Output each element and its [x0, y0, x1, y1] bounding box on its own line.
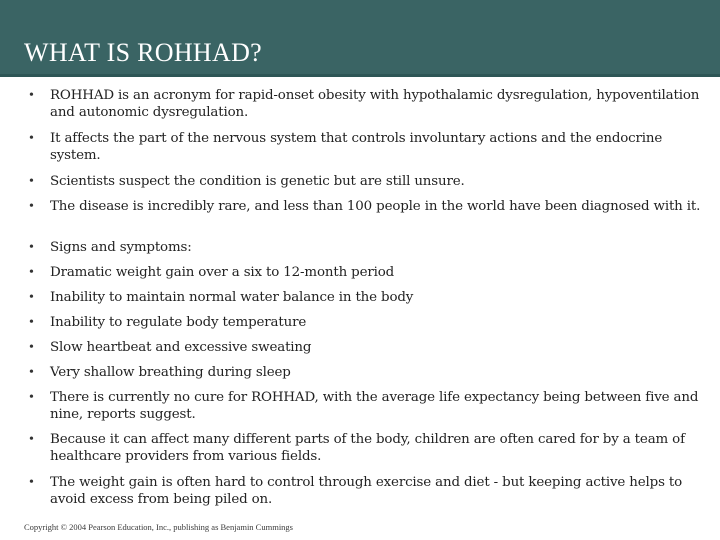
- bullet-text: ROHHAD is an acronym for rapid-onset obesity with hypothalamic dysregulation, hypoventilation and autonomic dysregulation.: [50, 88, 700, 120]
- slide-title: WHAT IS ROHHAD?: [24, 38, 263, 67]
- bullet-icon: •: [29, 240, 34, 255]
- bullet-icon: •: [29, 432, 34, 447]
- bullet-icon: •: [29, 315, 34, 330]
- bullet-icon: •: [29, 365, 34, 380]
- bullet-icon: •: [29, 340, 34, 355]
- bullet-icon: •: [29, 290, 34, 305]
- bullet-text: Inability to regulate body temperature: [50, 315, 307, 330]
- bullet-text: Slow heartbeat and excessive sweating: [50, 340, 312, 355]
- bullet-text: Signs and symptoms:: [50, 240, 192, 255]
- bullet-text: Inability to maintain normal water balance in the body: [50, 290, 414, 305]
- copyright-footer: Copyright © 2004 Pearson Education, Inc., publishing as Benjamin Cummings: [24, 522, 293, 532]
- bullet-icon: •: [29, 265, 34, 280]
- bullet-icon: •: [29, 131, 34, 146]
- bullet-text: Because it can affect many different parts of the body, children are often cared for by a team of healthcare providers from various fields.: [50, 432, 685, 464]
- bullet-icon: •: [29, 475, 34, 490]
- bullet-text: It affects the part of the nervous system that controls involuntary actions and the endocrine system.: [50, 131, 663, 163]
- bullet-text: There is currently no cure for ROHHAD, with the average life expectancy being between five and nine, reports suggest.: [50, 390, 699, 422]
- bullet-text: The weight gain is often hard to control through exercise and diet - but keeping active helps to avoid excess from being piled on.: [50, 475, 683, 507]
- bullet-icon: •: [29, 174, 34, 189]
- bullet-text: Very shallow breathing during sleep: [50, 365, 291, 380]
- bullet-text: The disease is incredibly rare, and less than 100 people in the world have been diagnosed with it.: [50, 199, 701, 214]
- bullet-icon: •: [29, 88, 34, 103]
- bullet-icon: •: [29, 199, 34, 214]
- bullet-text: Scientists suspect the condition is genetic but are still unsure.: [50, 174, 465, 189]
- bullet-text: Dramatic weight gain over a six to 12-month period: [50, 265, 395, 280]
- bullet-icon: •: [29, 390, 34, 405]
